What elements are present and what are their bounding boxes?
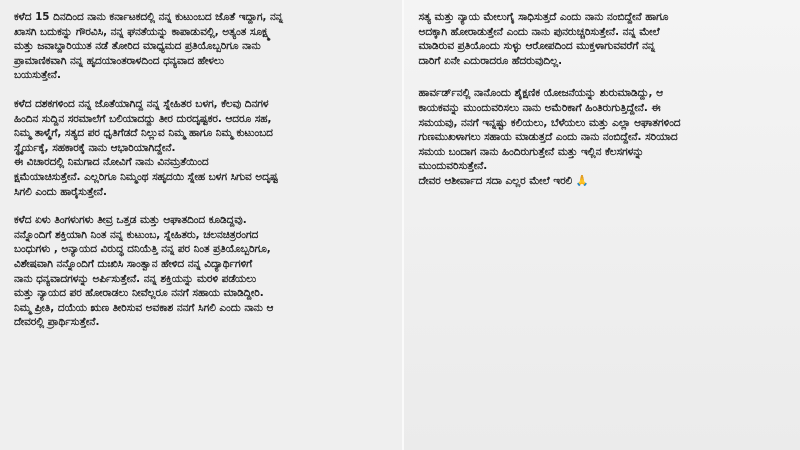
right-text-panel bbox=[404, 0, 800, 450]
right-paragraph-1: ಸತ್ಯ ಮತ್ತು ನ್ಯಾಯ ಮೇಲುಗೈ ಸಾಧಿಸುತ್ತದೆ ಎಂದು ನಾನು ನಂಬಿದ್ದೇನೆ ಹಾಗೂ ಅದಕ್ಕಾಗಿ ಹೋರಾಡುತ್ತೇನೆ ಎಂದು ನಾನು ಪುನರುಚ್ಚರಿಸುತ್ತೇನೆ. ನನ್ನ ಮೇಲೆ ಮಾಡಿರುವ ಪ್ರತಿಯೊಂದು ಸುಳ್ಳು ಆರೋಪದಿಂದ ಮುಕ್ತಳಾಗುವವರೆಗೆ ನನ್ನ ದಾರಿಗೆ ಏನೇ ಎದುರಾದರೂ ಹೆದರುವುದಿಲ್ಲ. bbox=[418, 11, 669, 67]
left-paragraph-3: ಕಳೆದ ಏಳು ತಿಂಗಳುಗಳು ತೀವ್ರ ಒತ್ತಡ ಮತ್ತು ಆಘಾತದಿಂದ ಕೂಡಿದ್ದವು. ನನ್ನೊಂದಿಗೆ ಶಕ್ತಿಯಾಗಿ ನಿಂತ ನನ್ನ ಕುಟುಂಬ, ಸ್ನೇಹಿತರು, ಚಲನಚಿತ್ರರಂಗದ ಬಂಧುಗಳು , ಅನ್ಯಾಯದ ವಿರುದ್ಧ ದನಿಯೆತ್ತಿ ನನ್ನ ಪರ ನಿಂತ ಪ್ರತಿಯೊಬ್ಬರಿಗೂ, ವಿಶೇಷವಾಗಿ ನನ್ನೊಂದಿಗೆ ದುಃಖಿಸಿ ಸಾಂತ್ವಾನ ಹೇಳಿದ ನನ್ನ ವಿದ್ಯಾರ್ಥಿಗಳಿಗೆ ನಾನು ಧನ್ಯವಾದಗಳನ್ನು ಅರ್ಪಿಸುತ್ತೇನೆ. ನನ್ನ ಶಕ್ತಿಯನ್ನು ಮರಳಿ ಪಡೆಯಲು ಮತ್ತು ನ್ಯಾಯದ ಪರ ಹೋರಾಡಲು ನೀವೆಲ್ಲರೂ ನನಗೆ ಸಹಾಯ ಮಾಡಿದ್ದೀರಿ. ನಿಮ್ಮ ಪ್ರೀತಿ, ದಯೆಯ ಋಣ ತೀರಿಸುವ ಅವಕಾಶ ನನಗೆ ಸಿಗಲಿ ಎಂದು ನಾನು ಆ ದೇವರಲ್ಲಿ ಪ್ರಾರ್ಥಿಸುತ್ತೇನೆ. bbox=[14, 214, 274, 329]
left-paragraph-1: ಕಳೆದ 15 ದಿನದಿಂದ ನಾನು ಕರ್ನಾಟಕದಲ್ಲಿ ನನ್ನ ಕುಟುಂಬದ ಜೊತೆ ಇದ್ದಾಗ, ನನ್ನ ಖಾಸಗಿ ಬದುಕನ್ನು ಗೌರವಿಸಿ, ನನ್ನ ಘನತೆಯನ್ನು ಕಾಪಾಡುವಲ್ಲಿ, ಅತ್ಯಂತ ಸೂಕ್ಷ್ಮ ಮತ್ತು ಜವಾಬ್ದಾರಿಯುತ ನಡೆ ತೋರಿದ ಮಾಧ್ಯಮದ ಪ್ರತಿಯೊಬ್ಬರಿಗೂ ನಾನು ಪ್ರಾಮಾಣಿಕವಾಗಿ ನನ್ನ ಹೃದಯಾಂತರಾಳದಿಂದ ಧನ್ಯವಾದ ಹೇಳಲು ಬಯಸುತ್ತೇನೆ. bbox=[14, 11, 283, 82]
left-paragraph-2: ಕಳೆದ ದಶಕಗಳಿಂದ ನನ್ನ ಜೊತೆಯಾಗಿದ್ದ ನನ್ನ ಸ್ನೇಹಿತರ ಬಳಗ, ಕೆಲವು ದಿನಗಳ ಹಿಂದಿನ ಸುದ್ದಿನ ಸರಮಾಲೆಗೆ ಬಲಿಯಾದದ್ದು ತೀರ ದುರದೃಷ್ಟಕರ. ಆದರೂ ಸಹ, ನಿಮ್ಮ ತಾಳ್ಮೆಗೆ, ಸತ್ಯದ ಪರ ಧೃತಿಗೆಡದೆ ನಿಲ್ಲುವ ನಿಮ್ಮ ಹಾಗೂ ನಿಮ್ಮ ಕುಟುಂಬದ ಸ್ಥೈರ್ಯಕ್ಕೆ, ಸಹಕಾರಕ್ಕೆ ನಾನು ಆಭಾರಿಯಾಗಿದ್ದೇನೆ. ಈ ವಿಚಾರದಲ್ಲಿ ನಿಮಗಾದ ನೋವಿಗೆ ನಾನು ವಿನಮ್ರತೆಯಿಂದ ಕ್ಷಮೆಯಾಚಿಸುತ್ತೇನೆ. ಎಲ್ಲರಿಗೂ ನಿಮ್ಮಂಥ ಸಹೃದಯಿ ಸ್ನೇಹ ಬಳಗ ಸಿಗುವ ಅದೃಷ್ಟ ಸಿಗಲಿ ಎಂದು ಹಾರೈಸುತ್ತೇನೆ. bbox=[14, 97, 278, 198]
right-paragraph-2: ಹಾರ್ವರ್ಡ್‌ನಲ್ಲಿ ನಾನೊಂದು ಶೈಕ್ಷಣಿಕ ಯೋಜನೆಯನ್ನು ಶುರುಮಾಡಿದ್ದು, ಆ ಕಾಯಕವನ್ನು ಮುಂದುವರಿಸಲು ನಾನು ಅಮೆರಿಕಾಗೆ ಹಿಂತಿರುಗುತ್ತಿದ್ದೇನೆ. ಈ ಸಮಯವು, ನನಗೆ ಇನ್ನಷ್ಟು ಕಲಿಯಲು, ಬೆಳೆಯಲು ಮತ್ತು ಎಲ್ಲಾ ಆಘಾತಗಳಿಂದ ಗುಣಮುಖಳಾಗಲು ಸಹಾಯ ಮಾಡುತ್ತದೆ ಎಂದು ನಾನು ನಂಬಿದ್ದೇನೆ. ಸರಿಯಾದ ಸಮಯ ಬಂದಾಗ ನಾನು ಹಿಂದಿರುಗುತ್ತೇನೆ ಮತ್ತು ಇಲ್ಲಿನ ಕೆಲಸಗಳನ್ನು ಮುಂದುವರಿಸುತ್ತೇನೆ. ದೇವರ ಆಶೀರ್ವಾದ ಸದಾ ಎಲ್ಲರ ಮೇಲೆ ಇರಲಿ 🙏 bbox=[418, 87, 681, 187]
